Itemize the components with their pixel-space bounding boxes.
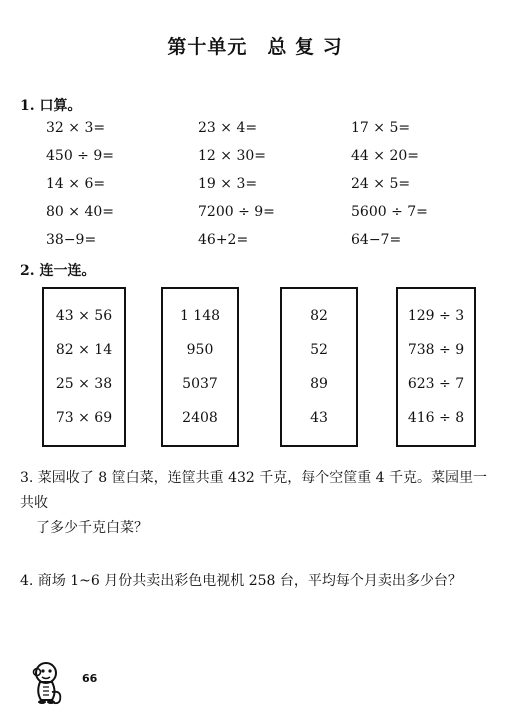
match-item: 82 xyxy=(310,308,328,324)
calc-item: 38−9= xyxy=(46,232,97,248)
calc-item: 23 × 4= xyxy=(198,120,258,136)
question-3-line-2: 了多少千克白菜？ xyxy=(36,520,148,536)
question-4: 4. 商场 1~6 月份共卖出彩色电视机 258 台，平均每个月卖出多少台？ xyxy=(20,573,462,589)
section-2-heading: 2. 连一连。 xyxy=(20,263,96,279)
match-item: 82 × 14 xyxy=(55,342,113,358)
calc-item: 80 × 40= xyxy=(46,204,114,220)
match-item: 2408 xyxy=(182,410,218,426)
question-3 xyxy=(20,466,490,541)
calc-item: 64−7= xyxy=(351,232,402,248)
calc-item: 46+2= xyxy=(198,232,249,248)
calc-item: 32 × 3= xyxy=(46,120,106,136)
match-item: 950 xyxy=(186,342,214,358)
calc-item: 450 ÷ 9= xyxy=(46,148,114,164)
calc-item: 24 × 5= xyxy=(351,176,411,192)
match-item: 129 ÷ 3 xyxy=(407,308,465,324)
calc-item: 19 × 3= xyxy=(198,176,258,192)
section-1-heading: 1. 口算。 xyxy=(20,98,82,114)
calc-item: 5600 ÷ 7= xyxy=(351,204,428,220)
match-box-expressions xyxy=(42,287,126,447)
calc-item: 12 × 30= xyxy=(198,148,266,164)
match-item: 43 × 56 xyxy=(55,308,113,324)
page-number: 66 xyxy=(82,672,98,685)
calc-item: 14 × 6= xyxy=(46,176,106,192)
mental-math-grid xyxy=(46,120,491,260)
page-title: 第十单元 总 复 习 xyxy=(167,36,343,58)
monkey-mascot-icon xyxy=(32,660,72,705)
calc-item: 17 × 5= xyxy=(351,120,411,136)
match-item: 5037 xyxy=(182,376,218,392)
match-box-products xyxy=(161,287,239,447)
match-item: 89 xyxy=(310,376,328,392)
match-item: 43 xyxy=(310,410,328,426)
match-item: 416 ÷ 8 xyxy=(407,410,465,426)
match-item: 25 × 38 xyxy=(55,376,113,392)
match-box-quotients xyxy=(280,287,358,447)
match-item: 623 ÷ 7 xyxy=(407,376,465,392)
question-3-line-1: 3. 菜园收了 8 筐白菜，连筐共重 432 千克，每个空筐重 4 千克。菜园里一共收 xyxy=(20,470,488,511)
match-box-divisions xyxy=(396,287,476,447)
match-item: 1 148 xyxy=(179,308,221,324)
match-item: 73 × 69 xyxy=(55,410,113,426)
match-item: 738 ÷ 9 xyxy=(407,342,465,358)
calc-item: 7200 ÷ 9= xyxy=(198,204,275,220)
calc-item: 44 × 20= xyxy=(351,148,419,164)
match-item: 52 xyxy=(310,342,328,358)
